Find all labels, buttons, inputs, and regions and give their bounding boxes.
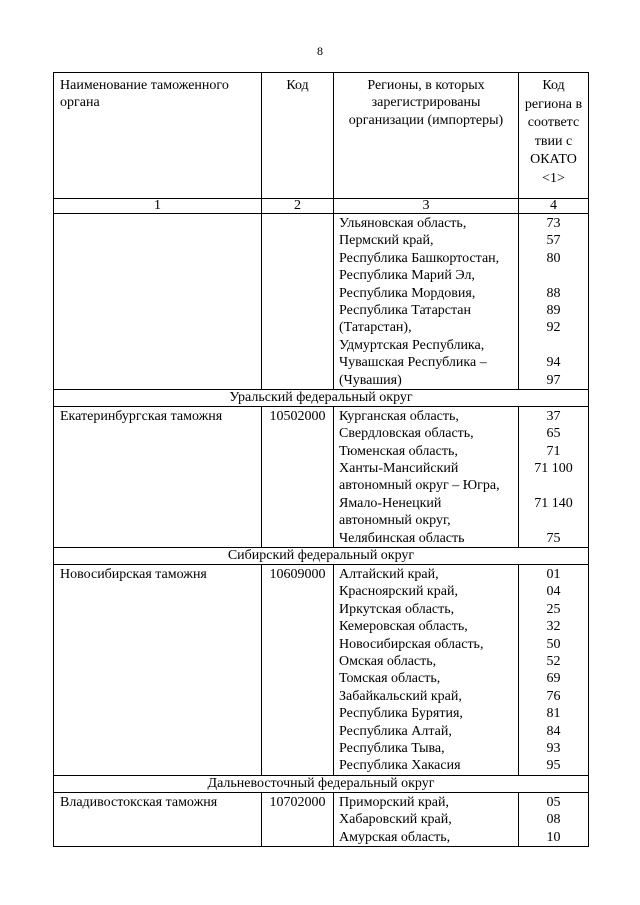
header-regions: Регионы, в которых зарегистрированы организации (импортеры) xyxy=(334,73,519,199)
okato-code: 80 xyxy=(546,250,561,266)
region-name: Иркутская область, xyxy=(339,601,455,617)
region-name: Амурская область, xyxy=(339,829,451,845)
table-row xyxy=(54,406,589,547)
page-number: 8 xyxy=(317,44,323,58)
regions-cell xyxy=(334,565,519,776)
customs-code-cell: 10702000 xyxy=(262,792,334,846)
district-heading: Уральский федеральный округ xyxy=(54,389,589,406)
region-name: Пермский край, xyxy=(339,233,434,249)
okato-code: 57 xyxy=(546,233,561,249)
district-heading-row xyxy=(54,775,589,792)
region-name: Ханты-Мансийский xyxy=(339,461,459,477)
okato-codes-cell xyxy=(519,406,589,547)
region-name: Новосибирская область, xyxy=(339,636,484,652)
column-number: 4 xyxy=(519,199,589,214)
okato-code: 25 xyxy=(546,601,561,617)
header-okato-code: Код региона в соответс твии с ОКАТО <1> xyxy=(519,73,589,199)
region-name: Чувашская Республика – xyxy=(339,355,487,371)
okato-code: 05 xyxy=(546,794,561,810)
region-name: Красноярский край, xyxy=(339,584,458,600)
okato-code: 81 xyxy=(546,706,561,722)
okato-codes-cell xyxy=(519,792,589,846)
okato-code: 76 xyxy=(546,688,561,704)
column-number: 2 xyxy=(262,199,334,214)
region-name: Челябинская область xyxy=(339,530,465,546)
region-name: Республика Хакасия xyxy=(339,758,461,774)
regions-cell xyxy=(334,214,519,390)
region-name: Республика Башкортостан, xyxy=(339,250,500,266)
region-name: (Татарстан), xyxy=(339,320,412,336)
okato-code: 75 xyxy=(546,530,561,546)
region-name: Республика Марий Эл, xyxy=(339,268,475,284)
okato-code: 71 xyxy=(546,443,561,459)
region-name: Курганская область, xyxy=(339,408,459,424)
table-row-continuation xyxy=(54,214,589,390)
region-name: Алтайский край, xyxy=(339,567,439,583)
region-name: Кемеровская область, xyxy=(339,619,468,635)
district-heading-row xyxy=(54,548,589,565)
region-name: Хабаровский край, xyxy=(339,812,452,828)
okato-code: 73 xyxy=(546,216,561,231)
okato-code xyxy=(519,267,588,284)
region-name: Республика Татарстан xyxy=(339,302,472,318)
okato-code: 95 xyxy=(546,758,561,774)
district-heading: Дальневосточный федеральный округ xyxy=(54,775,589,792)
okato-code: 10 xyxy=(546,829,561,845)
okato-code: 65 xyxy=(546,426,561,442)
customs-name-cell: Екатеринбургская таможня xyxy=(54,406,262,547)
okato-code: 84 xyxy=(546,723,561,739)
okato-code: 37 xyxy=(546,408,561,424)
header-row xyxy=(54,73,589,199)
regions-cell xyxy=(334,406,519,547)
region-name: Тюменская область, xyxy=(339,443,458,459)
region-name: Республика Тыва, xyxy=(339,740,445,756)
region-name: Омская область, xyxy=(339,653,437,669)
okato-code: 93 xyxy=(546,740,561,756)
customs-name-cell: Владивостокская таможня xyxy=(54,792,262,846)
customs-code-cell: 10502000 xyxy=(262,406,334,547)
region-name: автономный округ – Югра, xyxy=(339,478,500,494)
okato-code xyxy=(519,337,588,354)
column-number: 3 xyxy=(334,199,519,214)
okato-code: 97 xyxy=(546,372,561,388)
okato-code: 88 xyxy=(546,285,561,301)
okato-code xyxy=(519,512,588,529)
customs-name-cell xyxy=(54,214,262,390)
okato-codes-cell xyxy=(519,565,589,776)
district-heading-row xyxy=(54,389,589,406)
okato-code: 71 100 xyxy=(534,461,573,477)
customs-code-cell: 10609000 xyxy=(262,565,334,776)
customs-name-cell: Новосибирская таможня xyxy=(54,565,262,776)
header-customs-name: Наименование таможенного органа xyxy=(54,73,262,199)
region-name: Свердловская область, xyxy=(339,426,474,442)
header-code: Код xyxy=(262,73,334,199)
district-heading: Сибирский федеральный округ xyxy=(54,548,589,565)
regions-cell xyxy=(334,792,519,846)
column-number: 1 xyxy=(54,199,262,214)
okato-code: 50 xyxy=(546,636,561,652)
customs-code-cell xyxy=(262,214,334,390)
okato-code: 01 xyxy=(546,567,561,583)
region-name: Приморский край, xyxy=(339,794,449,810)
okato-code xyxy=(519,477,588,494)
table-row xyxy=(54,565,589,776)
region-name: Ульяновская область, xyxy=(339,216,467,231)
table-row xyxy=(54,792,589,846)
region-name: Забайкальский край, xyxy=(339,688,462,704)
region-name: Республика Мордовия, xyxy=(339,285,476,301)
okato-code: 08 xyxy=(546,812,561,828)
region-name: Республика Бурятия, xyxy=(339,706,463,722)
region-name: (Чувашия) xyxy=(339,372,402,388)
okato-codes-cell xyxy=(519,214,589,390)
okato-code: 04 xyxy=(546,584,561,600)
region-name: Ямало-Ненецкий xyxy=(339,495,442,511)
region-name: Республика Алтай, xyxy=(339,723,452,739)
okato-code: 69 xyxy=(546,671,561,687)
okato-code: 89 xyxy=(546,302,561,318)
column-number-row xyxy=(54,199,589,214)
region-name: Томская область, xyxy=(339,671,441,687)
okato-code: 94 xyxy=(546,355,561,371)
okato-code: 32 xyxy=(546,619,561,635)
okato-code: 92 xyxy=(546,320,561,336)
okato-code: 71 140 xyxy=(534,495,573,511)
region-name: автономный округ, xyxy=(339,513,451,529)
table-body xyxy=(54,214,589,847)
okato-code: 52 xyxy=(546,653,561,669)
region-name: Удмуртская Республика, xyxy=(339,337,485,353)
customs-table xyxy=(53,72,589,847)
